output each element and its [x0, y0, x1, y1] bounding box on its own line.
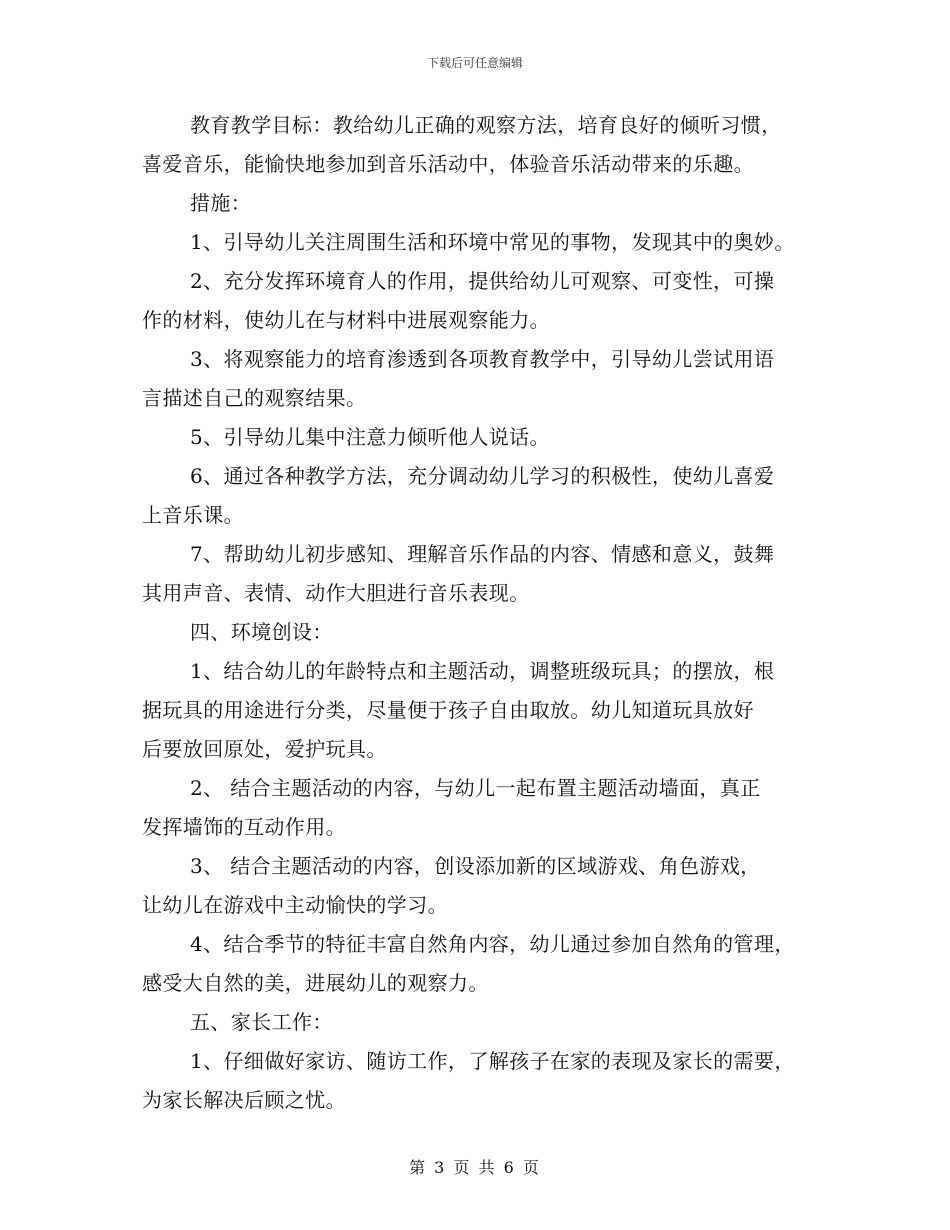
text-line: 6、通过各种教学方法，充分调动幼儿学习的积极性，使幼儿喜爱 [190, 464, 775, 488]
text-line: 四、环境创设： [190, 620, 333, 644]
text-line: 为家长解决后顾之忧。 [142, 1088, 346, 1112]
text-line: 3、将观察能力的培育渗透到各项教育教学中，引导幼儿尝试用语 [190, 347, 775, 371]
paragraph [142, 769, 822, 847]
text-line: 据玩具的用途进行分类，尽量便于孩子自由取放。幼儿知道玩具放好 [142, 698, 754, 722]
text-line: 4、结合季节的特征丰富自然角内容，幼儿通过参加自然角的管理， [190, 932, 795, 956]
page-number: 第 3 页 共 6 页 [409, 1158, 541, 1177]
text-line: 1、引导幼儿关注周围生活和环境中常见的事物，发现其中的奥妙。 [190, 230, 795, 254]
paragraph [142, 457, 822, 535]
text-line: 其用声音、表情、动作大胆进行音乐表现。 [142, 581, 530, 605]
paragraph [142, 613, 822, 652]
text-line: 发挥墙饰的互动作用。 [142, 815, 346, 839]
text-line: 感受大自然的美，进展幼儿的观察力。 [142, 971, 489, 995]
text-line: 措施： [190, 191, 252, 215]
page-header: 下载后可任意编辑 [426, 56, 523, 70]
paragraph [142, 535, 822, 613]
text-line: 让幼儿在游戏中主动愉快的学习。 [142, 893, 448, 917]
text-line: 7、帮助幼儿初步感知、理解音乐作品的内容、情感和意义，鼓舞 [190, 542, 775, 566]
paragraph [142, 184, 822, 223]
text-line: 喜爱音乐，能愉快地参加到音乐活动中，体验音乐活动带来的乐趣。 [142, 152, 754, 176]
paragraph [142, 847, 822, 925]
paragraph [142, 1003, 822, 1042]
paragraph [142, 652, 822, 769]
text-line: 作的材料，使幼儿在与材料中进展观察能力。 [142, 308, 550, 332]
text-line: 2、充分发挥环境育人的作用，提供给幼儿可观察、可变性，可操 [190, 269, 775, 293]
paragraph [142, 1042, 822, 1120]
document-body [142, 106, 822, 1120]
text-line: 1、仔细做好家访、随访工作，了解孩子在家的表现及家长的需要， [190, 1049, 795, 1073]
paragraph [142, 106, 822, 184]
paragraph [142, 223, 822, 262]
text-line: 3、 结合主题活动的内容，创设添加新的区域游戏、角色游戏， [190, 854, 761, 878]
text-line: 后要放回原处，爱护玩具。 [142, 737, 387, 761]
paragraph [142, 925, 822, 1003]
paragraph [142, 418, 822, 457]
paragraph [142, 262, 822, 340]
text-line: 教育教学目标：教给幼儿正确的观察方法，培育良好的倾听习惯， [190, 113, 782, 137]
text-line: 五、家长工作： [190, 1010, 333, 1034]
paragraph [142, 340, 822, 418]
text-line: 1、结合幼儿的年龄特点和主题活动，调整班级玩具；的摆放，根 [190, 659, 775, 683]
text-line: 5、引导幼儿集中注意力倾听他人说话。 [190, 425, 550, 449]
text-line: 言描述自己的观察结果。 [142, 386, 367, 410]
text-line: 上音乐课。 [142, 503, 244, 527]
text-line: 2、 结合主题活动的内容，与幼儿一起布置主题活动墙面，真正 [190, 776, 761, 800]
